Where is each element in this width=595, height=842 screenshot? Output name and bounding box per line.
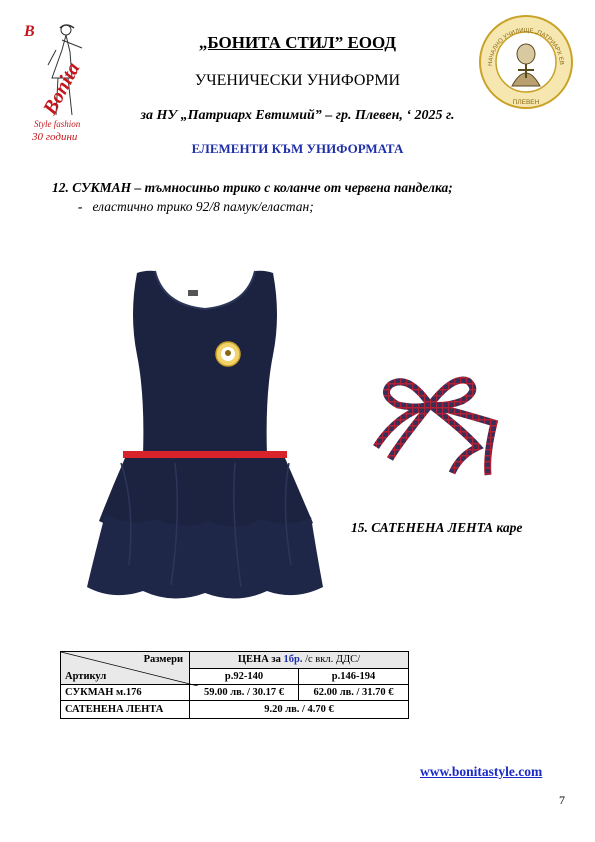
table-row — [61, 685, 409, 701]
size-col-1: р.92-140 — [190, 668, 299, 685]
ribbon-image — [368, 375, 503, 485]
section-heading: ЕЛЕМЕНТИ КЪМ УНИФОРМАТА — [191, 141, 404, 156]
website-link[interactable]: www.bonitastyle.com — [420, 764, 543, 779]
article-label: Артикул — [65, 671, 107, 682]
corner-header — [61, 652, 190, 685]
sizes-label: Размери — [143, 654, 183, 665]
row-price: 62.00 лв. / 31.70 € — [299, 685, 409, 701]
item-12-title: 12. СУКМАН – тъмносиньо трико с коланче от червена панделка; — [52, 180, 453, 195]
school-seal — [478, 14, 574, 110]
logo-years: 30 години — [32, 131, 78, 143]
logo-letter: B — [24, 23, 35, 40]
row-name: СУКМАН м.176 — [61, 685, 190, 701]
school-line: за НУ „Патриарх Евтимий” – гр. Плевен, ‘ 2025 г. — [140, 108, 455, 123]
row-price: 59.00 лв. / 30.17 € — [190, 685, 299, 701]
company-name: „БОНИТА СТИЛ” ЕООД — [198, 33, 397, 52]
item-15-title: 15. САТЕНЕНА ЛЕНТА каре — [351, 520, 523, 535]
price-header: ЦЕНА за 1бр. /с вкл. ДДС/ — [190, 652, 409, 669]
item-12-detail — [78, 199, 314, 215]
bullet-dash: - — [78, 199, 83, 214]
row-price: 9.20 лв. / 4.70 € — [190, 701, 409, 719]
row-name: САТЕНЕНА ЛЕНТА — [61, 701, 190, 719]
price-table — [60, 651, 409, 719]
table-row — [61, 701, 409, 719]
page-subtitle: УЧЕНИЧЕСКИ УНИФОРМИ — [194, 72, 401, 89]
page-number: 7 — [559, 793, 565, 807]
item-12-detail-text: еластично трико 92/8 памук/еластан; — [92, 199, 314, 214]
size-col-2: р.146-194 — [299, 668, 409, 685]
dress-image — [85, 265, 325, 610]
logo-brand: Bonita — [39, 58, 85, 119]
seal-city: ПЛЕВЕН — [512, 99, 540, 106]
logo-tagline: Style fashion — [34, 119, 81, 129]
seal-text: НАЧАЛНО УЧИЛИЩЕ „ПАТРИАРХ ЕВ — [487, 27, 565, 67]
